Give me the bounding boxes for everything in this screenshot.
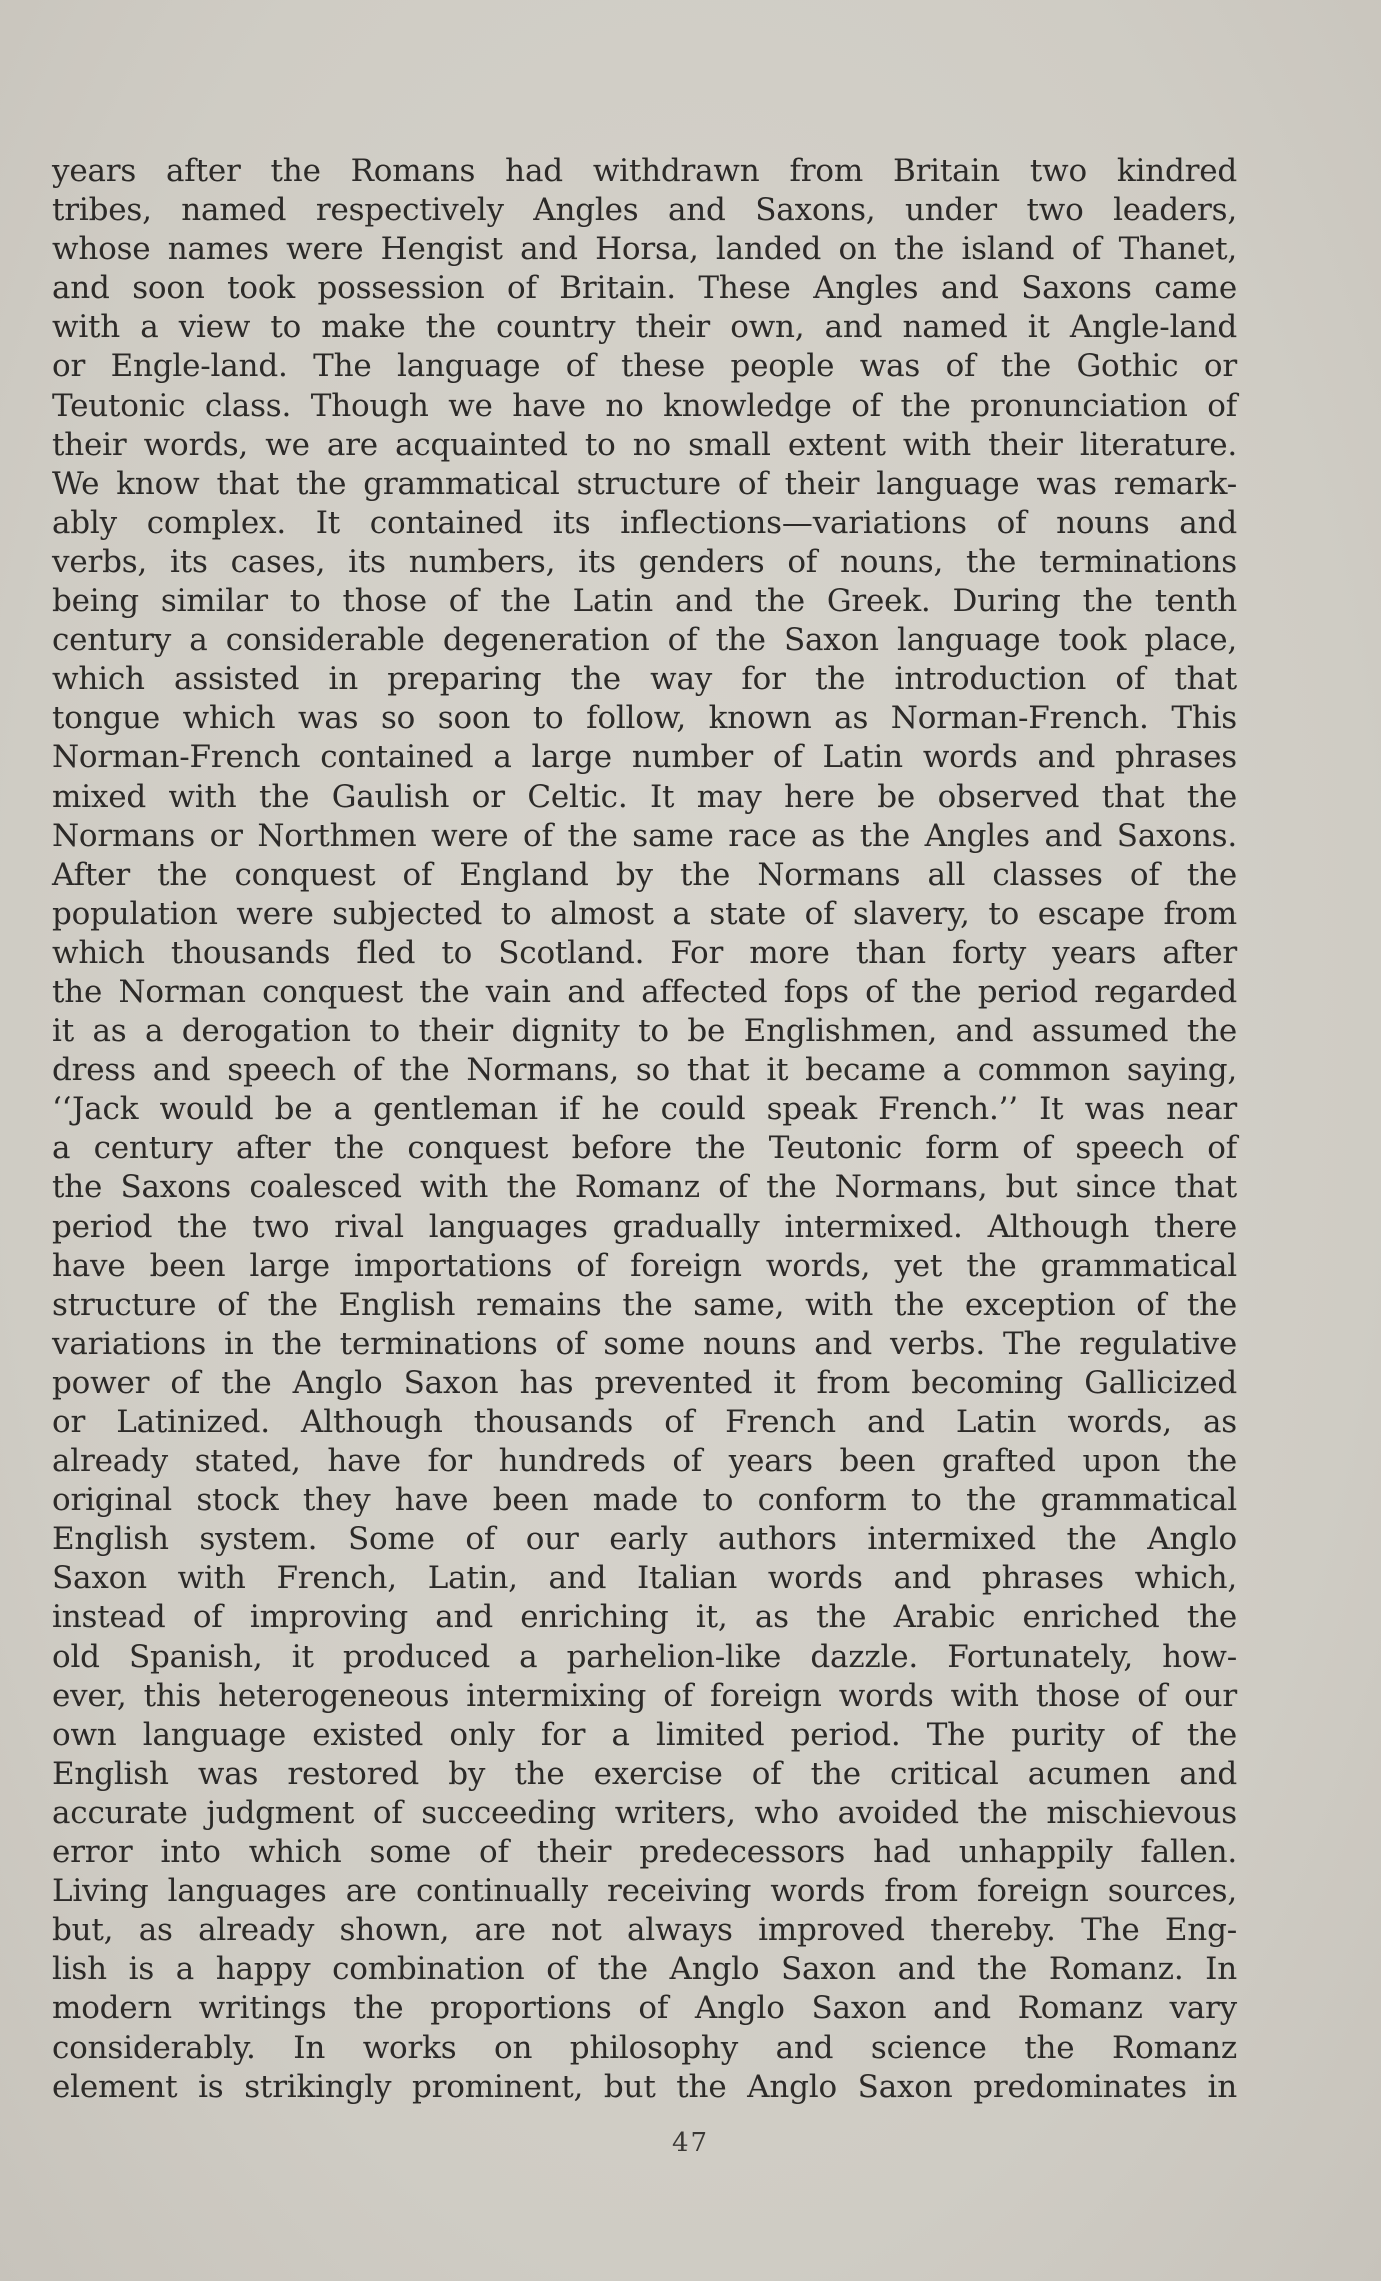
text-line: structure of the English remains the same, with the exception of the (52, 1286, 1237, 1323)
text-line: own language existed only for a limited period. The purity of the (52, 1716, 1237, 1753)
text-line: Living languages are continually receiving words from foreign sources, (52, 1873, 1237, 1910)
text-line: Teutonic class. Though we have no knowledge of the pronunciation of (52, 387, 1237, 424)
text-line: century a considerable degeneration of the Saxon language took place, (52, 622, 1237, 659)
text-line: mixed with the Gaulish or Celtic. It may here be observed that the (52, 778, 1237, 815)
text-line: it as a derogation to their dignity to be Englishmen, and assumed the (52, 1013, 1237, 1050)
text-line: population were subjected to almost a state of slavery, to escape from (52, 895, 1237, 932)
text-line: whose names were Hengist and Horsa, landed on the island of Thanet, (52, 231, 1237, 268)
text-line: with a view to make the country their own, and named it Angle-land (52, 309, 1237, 346)
text-line: which thousands fled to Scotland. For more than forty years after (52, 934, 1237, 971)
text-line: being similar to those of the Latin and the Greek. During the tenth (52, 583, 1237, 620)
page-number: 47 (671, 2128, 710, 2158)
text-line: and soon took possession of Britain. These Angles and Saxons came (52, 270, 1237, 307)
text-line: modern writings the proportions of Anglo Saxon and Romanz vary (52, 1990, 1237, 2027)
text-line: a century after the conquest before the Teutonic form of speech of (52, 1130, 1237, 1167)
text-line: We know that the grammatical structure of their language was remark- (52, 465, 1237, 502)
text-line: After the conquest of England by the Normans all classes of the (52, 856, 1237, 893)
text-line: power of the Anglo Saxon has prevented it from becoming Gallicized (52, 1364, 1237, 1401)
text-line: ever, this heterogeneous intermixing of foreign words with those of our (52, 1677, 1237, 1714)
text-line: considerably. In works on philosophy and science the Romanz (52, 2029, 1237, 2066)
text-line: ‘‘Jack would be a gentleman if he could speak French.’’ It was near (52, 1091, 1237, 1128)
text-line: lish is a happy combination of the Anglo Saxon and the Romanz. In (52, 1951, 1237, 1988)
text-line: or Latinized. Although thousands of French and Latin words, as (52, 1404, 1237, 1440)
text-line: already stated, have for hundreds of years been grafted upon the (52, 1443, 1237, 1480)
text-line: variations in the terminations of some nouns and verbs. The regulative (52, 1325, 1237, 1362)
text-line: accurate judgment of succeeding writers, who avoided the mischievous (52, 1794, 1237, 1831)
text-line: which assisted in preparing the way for the introduction of that (52, 661, 1237, 698)
text-line: Norman-French contained a large number of Latin words and phrases (52, 739, 1237, 776)
text-line: instead of improving and enriching it, as the Arabic enriched the (52, 1599, 1237, 1636)
text-line: old Spanish, it produced a parhelion-like dazzle. Fortunately, how- (52, 1638, 1237, 1675)
text-line: years after the Romans had withdrawn from Britain two kindred (52, 153, 1237, 189)
text-line: tribes, named respectively Angles and Saxons, under two leaders, (52, 192, 1237, 229)
text-line: original stock they have been made to conform to the grammatical (52, 1482, 1237, 1519)
text-line: period the two rival languages gradually intermixed. Although there (52, 1208, 1237, 1245)
text-line: dress and speech of the Normans, so that it became a common saying, (52, 1052, 1237, 1089)
text-line: ably complex. It contained its inflections—variations of nouns and (52, 504, 1237, 541)
text-line: English was restored by the exercise of the critical acumen and (52, 1755, 1237, 1792)
text-line: or Engle-land. The language of these people was of the Gothic or (52, 348, 1237, 385)
text-line: have been large importations of foreign words, yet the grammatical (52, 1247, 1237, 1284)
text-line: the Norman conquest the vain and affected fops of the period regarded (52, 973, 1237, 1010)
text-line: error into which some of their predecessors had unhappily fallen. (52, 1834, 1237, 1871)
text-line: Saxon with French, Latin, and Italian words and phrases which, (52, 1560, 1237, 1597)
text-line: their words, we are acquainted to no small extent with their literature. (52, 426, 1237, 463)
text-line: Normans or Northmen were of the same race as the Angles and Saxons. (52, 817, 1237, 854)
text-line: verbs, its cases, its numbers, its genders of nouns, the terminations (52, 543, 1237, 580)
body-text (52, 152, 1237, 2107)
text-line: but, as already shown, are not always improved thereby. The Eng- (52, 1912, 1237, 1949)
text-line: element is strikingly prominent, but the Anglo Saxon predominates in (52, 2068, 1237, 2105)
text-line: the Saxons coalesced with the Romanz of the Normans, but since that (52, 1169, 1237, 1206)
text-line: tongue which was so soon to follow, known as Norman-French. This (52, 700, 1237, 737)
text-line: English system. Some of our early authors intermixed the Anglo (52, 1521, 1237, 1558)
